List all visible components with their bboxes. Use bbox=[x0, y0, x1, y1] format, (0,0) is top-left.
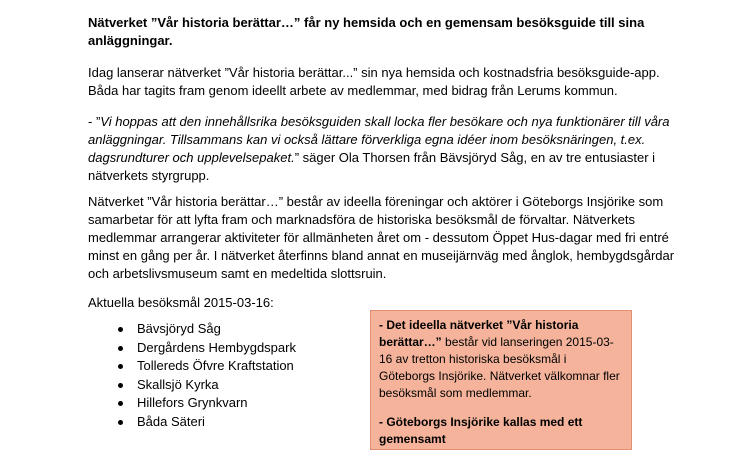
info-callout-box bbox=[370, 310, 632, 450]
quote-text: Vi hoppas att den innehållsrika besöksguiden skall locka fler besökare och nya funktionärer till våra anläggningar. Tillsammans kan vi också lättare förverkliga egna idéer inom besöksnäringen, t.ex. dagsrundturer och upplevelsepaket. bbox=[88, 114, 670, 165]
network-paragraph: Nätverket ”Vår historia berättar…” består av ideella föreningar och aktörer i Göteborgs Insjörike som samarbetar för att lyfta fram och marknadsföra de historiska besöksmål de förvaltar. Nätverkets medlemmar arrangerar aktiviteter för allmänheten året om - dessutom Öppet Hus-dagar med fri entré minst en gång per år. I nätverket återfinns bland annat en museijärnväg med ånglok, hembygdsgårdar och arbetslivsmuseum samt en medeltida slottsruin. bbox=[88, 194, 675, 281]
callout-paragraph bbox=[379, 317, 623, 402]
callout-second-paragraph: - Göteborgs Insjörike kallas med ett gemensamt bbox=[379, 415, 583, 446]
list-item: Tollereds Öfvre Kraftstation bbox=[118, 357, 688, 376]
sites-list-title: Aktuella besöksmål 2015-03-16: bbox=[88, 295, 274, 310]
quote-prefix: - ” bbox=[88, 114, 101, 129]
list-item: Bävsjöryd Såg bbox=[118, 320, 688, 339]
headline: Nätverket ”Vår historia berättar…” får ny hemsida och en gemensam besöksguide till sina anläggningar. bbox=[88, 15, 645, 48]
list-item: Båda Säteri bbox=[118, 413, 688, 432]
callout-lead: - Det ideella nätverket ”Vår historia berättar…” bbox=[379, 318, 579, 349]
list-item: Dergårdens Hembygdspark bbox=[118, 339, 688, 358]
list-item: Skallsjö Kyrka bbox=[118, 376, 688, 395]
quote-paragraph bbox=[88, 113, 688, 185]
quote-attribution: ” säger Ola Thorsen från Bävsjöryd Såg, en av tre entusiaster i nätverkets styrgrupp. bbox=[88, 150, 656, 183]
callout-body: består vid lanseringen 2015-03-16 av tretton historiska besöksmål i Göteborgs Insjörike. Nätverket välkomnar fler besöksmål som medlemmar. bbox=[379, 335, 620, 400]
intro-paragraph: Idag lanserar nätverket ”Vår historia berättar...” sin nya hemsida och kostnadsfria besöksguide-app. Båda har tagits fram genom ideellt arbete av medlemmar, med bidrag från Lerums kommun. bbox=[88, 65, 660, 98]
list-item: Hillefors Grynkvarn bbox=[118, 394, 688, 413]
